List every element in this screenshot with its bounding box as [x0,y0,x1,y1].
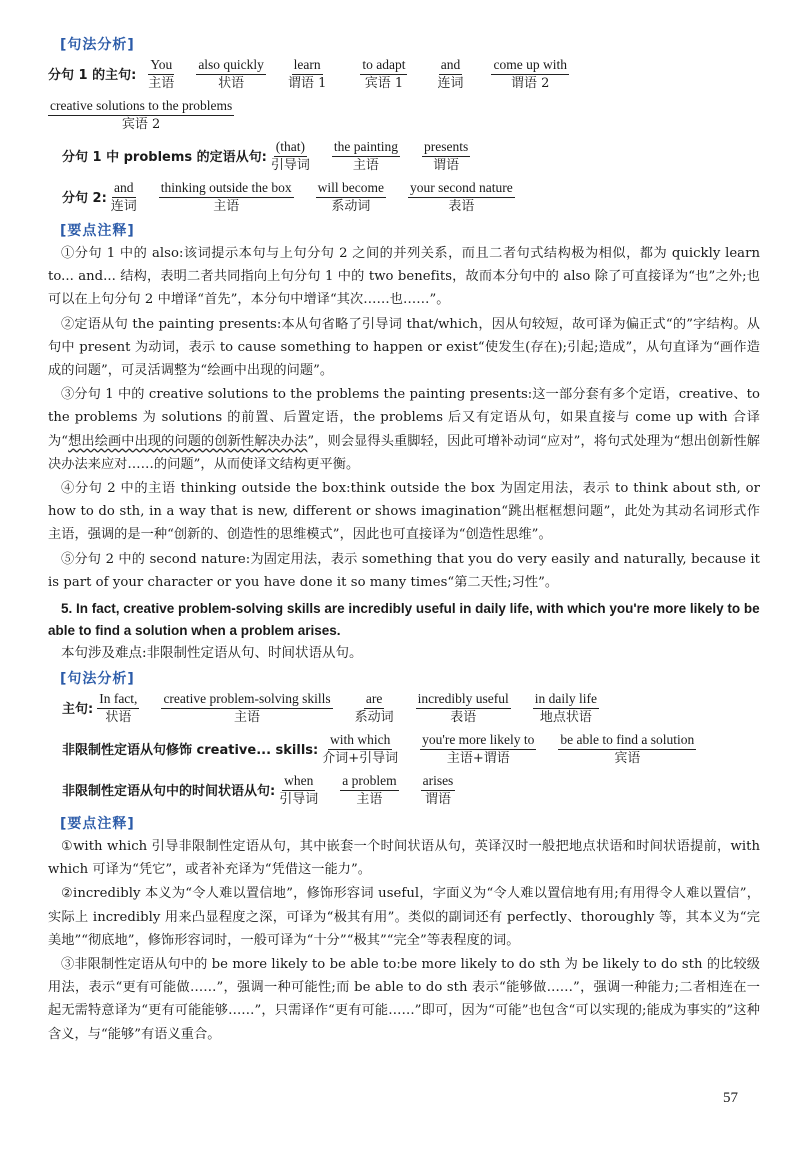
note-paragraph: ①分句 1 中的 also:该词提示本句与上句分句 2 之间的并列关系，而且二者句式结构极为相似，都为 quickly learn to... and... 结构，表明二者共同指向上句分句 1 中的 two benefits，故而本分句中的 also 除了可直接译为“也”之外;也可以在上句分句 2 中增译“首先”，本分句中增译“其次……也……”。 [48,246,760,308]
parse-segment: creative problem-solving skills 主语 [163,691,331,726]
wavy-underlined-text: 想出绘画中出现的问题的创新性解决办法 [68,433,308,449]
parse-row-3 [62,179,760,216]
parse-segment: are 系动词 [354,691,394,726]
parse-label: 非限制性定语从句中的时间状语从句: [62,784,276,800]
parse-segment: in daily life 地点状语 [534,691,598,726]
parse-row-1 [48,56,760,93]
parse-label: 分句 1 中 problems 的定语从句: [62,150,267,165]
parse-segment: be able to find a solution 宾语 [560,732,695,767]
parse-segment: and 连词 [437,57,464,91]
parse-segment: the painting 主语 [333,139,398,173]
parse-segment: a problem 主语 [342,773,397,808]
parse-segment: You 主语 [148,57,175,91]
parse-row-4 [62,690,760,727]
parse-segment: thinking outside the box 主语 [160,180,292,214]
parse-segment: learn 谓语 1 [287,57,327,91]
section-heading-notes-2: [要点注释] [60,816,135,833]
note-paragraph: ③非限制性定语从句中的 be more likely to be able to:be more likely to do sth 为 be likely to do sth 的比较级用法，表示“更有可能做……”，强调一种可能性;而 be able to do sth 表示“能够做……”，强调一种能力;二者相连在一起无需特意译为“更有可能能够……”，只需译作“更有可能……”即可，因为“可能”也包含“可以实现的;能成为事实的”这种含义，与“能够”有语义重合。 [48,957,760,1042]
parse-segment: you're more likely to 主语+谓语 [422,732,535,767]
parse-segment: and 连词 [110,180,137,214]
note-paragraph: ④分句 2 中的主语 thinking outside the box:think outside the box 为固定用法，表示 to think about sth, or how to do sth, in a way that is new, different or shows imagination“跳出框框想问题”，此处为其动名词形式作主语，强调的是一种“创新的、创造性的思维模式”，因此也可直接译为“创造性思维”。 [48,481,760,543]
parse-segment: to adapt 宾语 1 [362,57,406,91]
parse-segment: when 引导词 [279,773,319,808]
page-number: 57 [723,1090,738,1106]
parse-segment: creative solutions to the problems 宾语 2 [50,98,233,132]
note-paragraph: ⑤分句 2 中的 second nature:为固定用法，表示 something that you do very easily and naturally, because it is part of your character or you have done it so many times“第二天性;习性”。 [48,551,760,590]
note-paragraph: ②incredibly 本义为“令人难以置信地”，修饰形容词 useful，字面义为“令人难以置信地有用;有用得令人难以置信”，实际上 incredibly 用来凸显程度之深，可译为“极其有用”。类似的副词还有 perfectly、thoroughly 等，其本义为“完美地”“彻底地”，修饰形容词时，一般可译为“十分”“极其”“完全”等表程度的词。 [48,886,760,948]
note-paragraph: ①with which 引导非限制性定语从句，其中嵌套一个时间状语从句，英译汉时一般把地点状语和时间状语提前，with which 可译为“凭它”，或者补充译为“凭借这一能力”。 [48,839,760,878]
parse-segment: presents 谓语 [424,139,469,173]
parse-segment: In fact, 状语 [99,691,138,726]
parse-row-6 [62,772,760,809]
parse-label: 分句 2: [62,191,107,206]
parse-segment: arises 谓语 [422,773,454,808]
note-paragraph: ②定语从句 the painting presents:本从句省略了引导词 that/which，因从句较短，故可译为偏正式“的”字结构。从句中 present 为动词，表示 to cause something to happen or exist“使发生(存在);引起;造成”，从句直译为“画作造成的问题”，可灵活调整为“绘画中出现的问题”。 [48,316,760,379]
parse-segment: come up with 谓语 2 [493,57,567,91]
parse-label: 非限制性定语从句修饰 creative... skills: [62,743,319,759]
parse-segment: with which 介词+引导词 [322,732,399,767]
parse-label: 主句: [62,702,94,718]
page-content [48,30,760,1047]
parse-row-5 [62,731,760,768]
parse-segment: will become 系动词 [317,180,385,214]
section-heading-syntax-1: [句法分析] [60,37,135,53]
parse-segment: (that) 引导词 [270,139,310,173]
parse-row-1b [48,97,760,134]
parse-segment: your second nature 表语 [410,180,513,214]
section-heading-syntax-2: [句法分析] [60,671,135,688]
note-paragraph: ③分句 1 中的 creative solutions to the problems the painting presents:这一部分套有多个定语，creative、to the problems 为 solutions 的前置、后置定语，the problems 后又有定语从句，如果直接与 come up with 合译为“想出绘画中出现的问题的创新性解决办法”，则会显得头重脚轻，因此可增补动词“应对”，将句式处理为“想出创新性解决办法来应对……的问题”，从而使译文结构更平衡。 [48,387,761,472]
section-heading-notes-1: [要点注释] [60,223,135,239]
parse-label: 分句 1 的主句: [48,68,137,83]
parse-segment: incredibly useful 表语 [417,691,509,726]
parse-segment: also quickly 状语 [198,57,264,91]
difficulty-intro: 本句涉及难点:非限制性定语从句、时间状语从句。 [61,645,363,662]
example-sentence: 5. In fact, creative problem-solving skills are incredibly useful in daily life, with which you're more likely to be able to find a solution when a problem arises. [48,601,760,639]
parse-row-2 [62,138,760,175]
